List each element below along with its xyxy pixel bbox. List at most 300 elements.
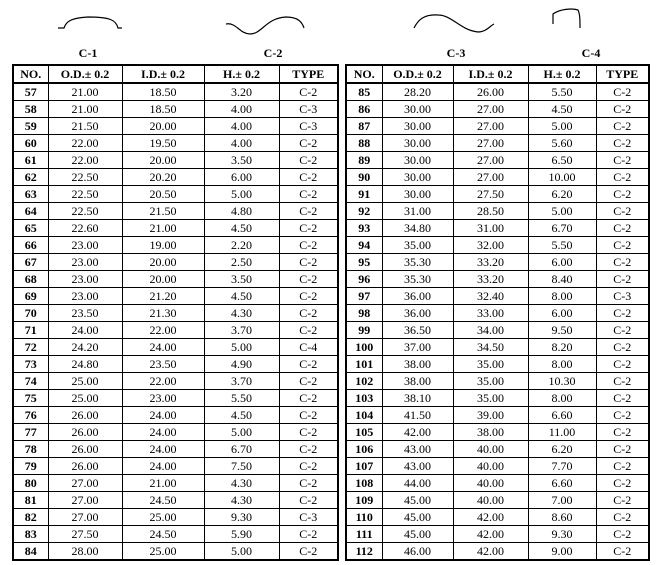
cell-od: 45.00 <box>382 492 453 509</box>
cell-id: 20.00 <box>122 152 204 169</box>
cell-type: C-2 <box>596 492 649 509</box>
cell-id: 20.50 <box>122 186 204 203</box>
cell-type: C-2 <box>279 441 338 458</box>
cell-no: 86 <box>346 101 382 118</box>
cell-no: 79 <box>13 458 48 475</box>
cell-h: 6.20 <box>528 441 596 458</box>
table-row <box>13 288 338 305</box>
cell-no: 61 <box>13 152 48 169</box>
cell-id: 23.00 <box>122 390 204 407</box>
table-row <box>346 373 649 390</box>
cell-od: 22.00 <box>48 135 122 152</box>
cell-h: 3.70 <box>204 322 279 339</box>
cell-no: 70 <box>13 305 48 322</box>
cell-type: C-2 <box>596 543 649 561</box>
cell-no: 109 <box>346 492 382 509</box>
cell-id: 40.00 <box>453 492 528 509</box>
cell-id: 23.50 <box>122 356 204 373</box>
table-row <box>346 543 649 561</box>
cell-type: C-2 <box>596 101 649 118</box>
cell-no: 101 <box>346 356 382 373</box>
cell-id: 33.20 <box>453 254 528 271</box>
cell-id: 28.50 <box>453 203 528 220</box>
cell-h: 5.90 <box>204 526 279 543</box>
cell-type: C-2 <box>279 458 338 475</box>
table-row <box>346 492 649 509</box>
cell-type: C-2 <box>279 83 338 101</box>
cell-h: 8.60 <box>528 509 596 526</box>
cell-no: 96 <box>346 271 382 288</box>
cell-no: 67 <box>13 254 48 271</box>
table-row <box>346 203 649 220</box>
cell-h: 4.50 <box>528 101 596 118</box>
cell-od: 37.00 <box>382 339 453 356</box>
cell-type: C-2 <box>596 220 649 237</box>
cell-id: 35.00 <box>453 356 528 373</box>
cell-id: 27.00 <box>453 135 528 152</box>
cell-id: 34.00 <box>453 322 528 339</box>
cell-h: 4.00 <box>204 101 279 118</box>
cell-type: C-2 <box>279 322 338 339</box>
header-no: NO. <box>346 65 382 83</box>
cell-id: 40.00 <box>453 458 528 475</box>
table-row <box>346 356 649 373</box>
cell-no: 108 <box>346 475 382 492</box>
cell-od: 23.00 <box>48 254 122 271</box>
header-h: H.± 0.2 <box>528 65 596 83</box>
table-row <box>13 373 338 390</box>
table-row <box>13 237 338 254</box>
cell-od: 36.50 <box>382 322 453 339</box>
cell-h: 4.50 <box>204 220 279 237</box>
table-row <box>13 101 338 118</box>
cell-no: 58 <box>13 101 48 118</box>
cell-type: C-2 <box>279 543 338 561</box>
table-row <box>13 254 338 271</box>
cell-type: C-2 <box>279 203 338 220</box>
cell-h: 2.20 <box>204 237 279 254</box>
header-no: NO. <box>13 65 48 83</box>
table-row <box>13 322 338 339</box>
cell-type: C-2 <box>596 83 649 101</box>
cell-h: 3.70 <box>204 373 279 390</box>
cell-h: 9.30 <box>528 526 596 543</box>
cell-no: 87 <box>346 118 382 135</box>
cell-no: 99 <box>346 322 382 339</box>
cell-od: 41.50 <box>382 407 453 424</box>
cell-type: C-2 <box>596 390 649 407</box>
cell-type: C-2 <box>596 339 649 356</box>
cell-od: 24.20 <box>48 339 122 356</box>
cell-type: C-2 <box>279 254 338 271</box>
table-header-row <box>346 65 649 83</box>
cell-h: 3.50 <box>204 152 279 169</box>
table-row <box>13 186 338 203</box>
cell-type: C-4 <box>279 339 338 356</box>
table-row <box>346 83 649 101</box>
cell-h: 6.00 <box>204 169 279 186</box>
cell-id: 24.00 <box>122 339 204 356</box>
cell-od: 22.00 <box>48 152 122 169</box>
cell-h: 6.70 <box>528 220 596 237</box>
cell-no: 94 <box>346 237 382 254</box>
cell-id: 22.00 <box>122 322 204 339</box>
cell-type: C-2 <box>279 305 338 322</box>
cell-id: 27.00 <box>453 118 528 135</box>
cell-od: 30.00 <box>382 186 453 203</box>
cell-no: 103 <box>346 390 382 407</box>
cell-id: 32.40 <box>453 288 528 305</box>
cell-id: 27.00 <box>453 152 528 169</box>
header-id: I.D.± 0.2 <box>453 65 528 83</box>
header-id: I.D.± 0.2 <box>122 65 204 83</box>
table-row <box>13 424 338 441</box>
cell-id: 18.50 <box>122 101 204 118</box>
cell-type: C-2 <box>596 526 649 543</box>
cell-no: 97 <box>346 288 382 305</box>
cell-od: 38.00 <box>382 356 453 373</box>
cell-h: 5.00 <box>204 339 279 356</box>
cell-id: 35.00 <box>453 390 528 407</box>
table-row <box>13 169 338 186</box>
cell-h: 7.00 <box>528 492 596 509</box>
table-row <box>13 458 338 475</box>
cell-id: 26.00 <box>453 83 528 101</box>
cell-type: C-2 <box>279 288 338 305</box>
table-row <box>13 475 338 492</box>
table-row <box>13 526 338 543</box>
table-row <box>13 356 338 373</box>
cell-id: 33.20 <box>453 271 528 288</box>
cell-id: 19.00 <box>122 237 204 254</box>
cell-od: 34.80 <box>382 220 453 237</box>
table-row <box>346 271 649 288</box>
cell-od: 21.00 <box>48 83 122 101</box>
cell-no: 78 <box>13 441 48 458</box>
cell-type: C-2 <box>279 186 338 203</box>
cell-od: 27.00 <box>48 509 122 526</box>
table-row <box>346 118 649 135</box>
cell-id: 20.20 <box>122 169 204 186</box>
cell-no: 62 <box>13 169 48 186</box>
header-h: H.± 0.2 <box>204 65 279 83</box>
cell-od: 23.00 <box>48 288 122 305</box>
table-row <box>346 339 649 356</box>
cell-no: 100 <box>346 339 382 356</box>
cell-type: C-2 <box>596 458 649 475</box>
cell-id: 24.00 <box>122 407 204 424</box>
cell-od: 27.50 <box>48 526 122 543</box>
table-row <box>346 475 649 492</box>
cell-h: 7.70 <box>528 458 596 475</box>
cell-type: C-2 <box>279 373 338 390</box>
cell-id: 33.00 <box>453 305 528 322</box>
cell-no: 72 <box>13 339 48 356</box>
cell-no: 65 <box>13 220 48 237</box>
cell-type: C-3 <box>279 118 338 135</box>
header-type: TYPE <box>596 65 649 83</box>
cell-no: 82 <box>13 509 48 526</box>
cell-od: 21.50 <box>48 118 122 135</box>
cell-no: 95 <box>346 254 382 271</box>
cell-no: 57 <box>13 83 48 101</box>
cell-h: 8.00 <box>528 390 596 407</box>
cell-od: 30.00 <box>382 101 453 118</box>
cell-id: 22.00 <box>122 373 204 390</box>
cell-id: 21.00 <box>122 220 204 237</box>
cell-od: 22.50 <box>48 169 122 186</box>
cell-type: C-2 <box>279 390 338 407</box>
cell-no: 88 <box>346 135 382 152</box>
cell-type: C-2 <box>596 271 649 288</box>
cell-h: 8.40 <box>528 271 596 288</box>
cell-no: 83 <box>13 526 48 543</box>
cell-od: 30.00 <box>382 135 453 152</box>
table-row <box>13 271 338 288</box>
profile-c1-drawing <box>58 17 122 28</box>
cell-no: 73 <box>13 356 48 373</box>
cell-id: 40.00 <box>453 475 528 492</box>
cell-no: 89 <box>346 152 382 169</box>
cell-h: 4.00 <box>204 118 279 135</box>
cell-h: 6.00 <box>528 254 596 271</box>
cell-h: 5.00 <box>528 118 596 135</box>
cell-h: 9.00 <box>528 543 596 561</box>
cell-type: C-2 <box>279 271 338 288</box>
cell-type: C-2 <box>279 356 338 373</box>
group-label-c4: C-4 <box>581 46 601 60</box>
cell-od: 28.00 <box>48 543 122 561</box>
cell-no: 66 <box>13 237 48 254</box>
table-row <box>346 322 649 339</box>
cell-h: 5.00 <box>528 203 596 220</box>
cell-h: 6.70 <box>204 441 279 458</box>
cell-no: 110 <box>346 509 382 526</box>
cell-h: 4.30 <box>204 492 279 509</box>
cell-no: 59 <box>13 118 48 135</box>
cell-id: 31.00 <box>453 220 528 237</box>
cell-type: C-2 <box>596 373 649 390</box>
table-row <box>346 526 649 543</box>
cell-od: 23.00 <box>48 237 122 254</box>
cell-type: C-2 <box>279 424 338 441</box>
table-row <box>346 509 649 526</box>
cell-no: 60 <box>13 135 48 152</box>
group-label-c3: C-3 <box>446 46 466 60</box>
cell-id: 25.00 <box>122 509 204 526</box>
cell-id: 20.00 <box>122 271 204 288</box>
cell-od: 45.00 <box>382 526 453 543</box>
cell-od: 24.80 <box>48 356 122 373</box>
cell-h: 5.50 <box>528 83 596 101</box>
cell-id: 40.00 <box>453 441 528 458</box>
cell-id: 27.00 <box>453 169 528 186</box>
cell-od: 26.00 <box>48 424 122 441</box>
cell-id: 35.00 <box>453 373 528 390</box>
cell-h: 11.00 <box>528 424 596 441</box>
cell-od: 26.00 <box>48 441 122 458</box>
cell-h: 9.50 <box>528 322 596 339</box>
cell-id: 39.00 <box>453 407 528 424</box>
cell-no: 64 <box>13 203 48 220</box>
cell-no: 84 <box>13 543 48 561</box>
cell-od: 44.00 <box>382 475 453 492</box>
table-row <box>346 135 649 152</box>
cell-no: 71 <box>13 322 48 339</box>
cell-type: C-2 <box>596 169 649 186</box>
cell-id: 21.50 <box>122 203 204 220</box>
cell-type: C-2 <box>596 509 649 526</box>
cell-no: 90 <box>346 169 382 186</box>
cell-od: 43.00 <box>382 441 453 458</box>
cell-id: 19.50 <box>122 135 204 152</box>
table-row <box>13 492 338 509</box>
cell-no: 104 <box>346 407 382 424</box>
cell-id: 20.00 <box>122 118 204 135</box>
cell-od: 38.10 <box>382 390 453 407</box>
cell-od: 22.50 <box>48 203 122 220</box>
cell-od: 21.00 <box>48 101 122 118</box>
cell-type: C-2 <box>596 424 649 441</box>
cell-type: C-2 <box>596 475 649 492</box>
cell-id: 21.20 <box>122 288 204 305</box>
cell-id: 24.50 <box>122 526 204 543</box>
cell-id: 42.00 <box>453 543 528 561</box>
cell-type: C-2 <box>596 186 649 203</box>
cell-type: C-3 <box>596 288 649 305</box>
cell-od: 46.00 <box>382 543 453 561</box>
cell-od: 27.00 <box>48 492 122 509</box>
cell-id: 20.00 <box>122 254 204 271</box>
cell-type: C-2 <box>596 152 649 169</box>
cell-type: C-2 <box>279 152 338 169</box>
cell-id: 21.00 <box>122 475 204 492</box>
cell-type: C-2 <box>279 475 338 492</box>
table-row <box>13 339 338 356</box>
cell-h: 10.00 <box>528 169 596 186</box>
cell-od: 23.50 <box>48 305 122 322</box>
cell-type: C-2 <box>279 407 338 424</box>
cell-h: 10.30 <box>528 373 596 390</box>
cell-h: 4.50 <box>204 407 279 424</box>
cell-id: 42.00 <box>453 526 528 543</box>
table-row <box>346 424 649 441</box>
table-header-row <box>13 65 338 83</box>
washer-profile-drawings <box>0 0 662 48</box>
table-row <box>13 407 338 424</box>
cell-h: 5.00 <box>204 424 279 441</box>
cell-h: 8.00 <box>528 288 596 305</box>
cell-h: 8.20 <box>528 339 596 356</box>
group-label-c2: C-2 <box>263 46 283 60</box>
cell-od: 30.00 <box>382 118 453 135</box>
cell-od: 25.00 <box>48 390 122 407</box>
cell-h: 4.30 <box>204 475 279 492</box>
cell-id: 42.00 <box>453 509 528 526</box>
cell-no: 75 <box>13 390 48 407</box>
cell-id: 32.00 <box>453 237 528 254</box>
cell-id: 27.50 <box>453 186 528 203</box>
dimension-table-left <box>12 64 339 561</box>
cell-no: 80 <box>13 475 48 492</box>
cell-od: 31.00 <box>382 203 453 220</box>
cell-type: C-2 <box>596 118 649 135</box>
cell-id: 27.00 <box>453 101 528 118</box>
cell-id: 21.30 <box>122 305 204 322</box>
table-row <box>346 220 649 237</box>
cell-no: 112 <box>346 543 382 561</box>
header-type: TYPE <box>279 65 338 83</box>
cell-type: C-2 <box>596 135 649 152</box>
profile-c2-drawing <box>226 17 304 34</box>
table-row <box>13 441 338 458</box>
cell-no: 106 <box>346 441 382 458</box>
cell-type: C-2 <box>279 135 338 152</box>
cell-od: 42.00 <box>382 424 453 441</box>
cell-h: 6.00 <box>528 305 596 322</box>
table-row <box>13 118 338 135</box>
cell-type: C-2 <box>279 526 338 543</box>
cell-type: C-2 <box>279 237 338 254</box>
cell-id: 24.50 <box>122 492 204 509</box>
cell-od: 45.00 <box>382 509 453 526</box>
table-row <box>346 458 649 475</box>
cell-h: 5.00 <box>204 186 279 203</box>
table-row <box>346 237 649 254</box>
cell-id: 34.50 <box>453 339 528 356</box>
cell-od: 22.50 <box>48 186 122 203</box>
table-row <box>346 305 649 322</box>
table-row <box>13 305 338 322</box>
cell-no: 81 <box>13 492 48 509</box>
cell-h: 5.50 <box>528 237 596 254</box>
table-row <box>13 390 338 407</box>
cell-type: C-2 <box>596 237 649 254</box>
cell-od: 23.00 <box>48 271 122 288</box>
cell-no: 105 <box>346 424 382 441</box>
cell-od: 30.00 <box>382 152 453 169</box>
cell-h: 4.80 <box>204 203 279 220</box>
cell-h: 9.30 <box>204 509 279 526</box>
cell-od: 43.00 <box>382 458 453 475</box>
profile-c3-drawing <box>414 15 494 32</box>
cell-no: 91 <box>346 186 382 203</box>
cell-od: 27.00 <box>48 475 122 492</box>
cell-no: 98 <box>346 305 382 322</box>
cell-od: 24.00 <box>48 322 122 339</box>
header-od: O.D.± 0.2 <box>48 65 122 83</box>
cell-h: 3.50 <box>204 271 279 288</box>
cell-no: 76 <box>13 407 48 424</box>
cell-id: 18.50 <box>122 83 204 101</box>
table-row <box>13 152 338 169</box>
cell-id: 24.00 <box>122 424 204 441</box>
table-row <box>346 441 649 458</box>
cell-h: 7.50 <box>204 458 279 475</box>
table-row <box>346 288 649 305</box>
table-row <box>13 220 338 237</box>
cell-od: 35.00 <box>382 237 453 254</box>
cell-od: 26.00 <box>48 458 122 475</box>
cell-no: 74 <box>13 373 48 390</box>
table-row <box>13 83 338 101</box>
header-od: O.D.± 0.2 <box>382 65 453 83</box>
cell-type: C-2 <box>279 220 338 237</box>
table-row <box>346 186 649 203</box>
cell-no: 68 <box>13 271 48 288</box>
profile-c4-drawing <box>553 9 580 28</box>
table-row <box>346 390 649 407</box>
